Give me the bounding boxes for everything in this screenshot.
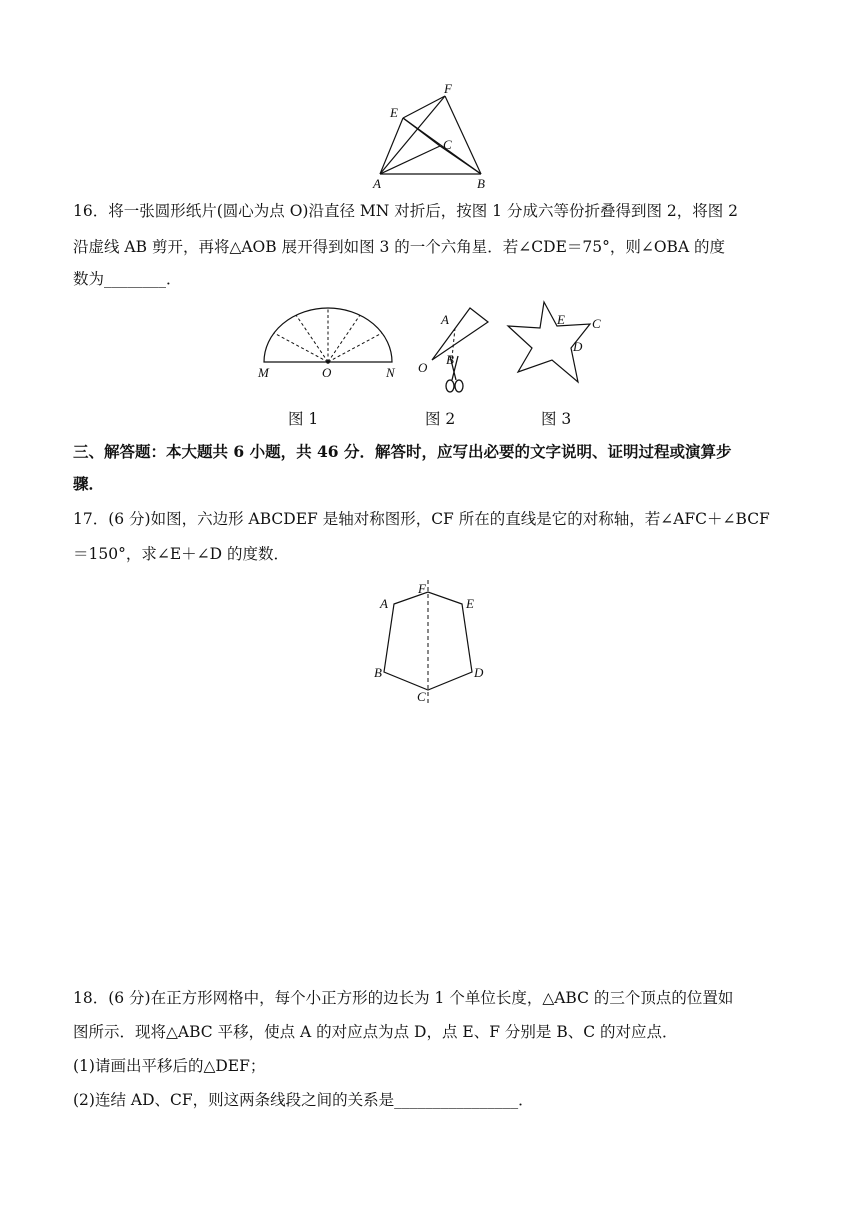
label-e: E — [390, 105, 398, 120]
q18-line-2: 图所示．现将△ABC 平移，使点 A 的对应点为点 D，点 E、F 分别是 B、C 的对应点． — [73, 1023, 678, 1041]
q17-line-2: ＝150°，求∠E＋∠D 的度数． — [73, 545, 289, 563]
figure-2-wedge — [414, 300, 494, 404]
caption-figure-1: 图 1 — [288, 410, 319, 428]
section-3-heading-line-2: 骤． — [73, 474, 105, 493]
figure-3-svg — [500, 296, 620, 400]
label-a: A — [441, 312, 449, 327]
label-a: A — [380, 596, 388, 611]
q18-line-3: (1)请画出平移后的△DEF； — [73, 1057, 266, 1075]
label-f: F — [418, 581, 426, 596]
label-b: B — [446, 352, 454, 367]
figure-hexagon — [366, 576, 496, 706]
q16-line-1: 16．将一张圆形纸片(圆心为点 O)沿直径 MN 对折后，按图 1 分成六等份折叠得到图 2，将图 2 — [73, 202, 739, 220]
label-c: C — [443, 137, 452, 152]
figure-hexagon-svg — [366, 576, 496, 706]
label-f: F — [444, 81, 452, 96]
label-m: M — [258, 365, 269, 380]
figure-quadrilateral-abfe — [365, 80, 495, 192]
label-o: O — [322, 365, 332, 380]
label-a: A — [373, 176, 381, 191]
label-d: D — [573, 339, 583, 354]
q18-line-1: 18．(6 分)在正方形网格中，每个小正方形的边长为 1 个单位长度，△ABC 的三个顶点的位置如 — [73, 989, 734, 1007]
q16-line-3: 数为________． — [73, 270, 182, 288]
figure-2-svg — [414, 300, 494, 404]
figure-1-semicircle — [252, 300, 412, 382]
label-e: E — [466, 596, 474, 611]
label-e: E — [557, 312, 565, 327]
label-d: D — [474, 665, 484, 680]
label-o: O — [418, 360, 428, 375]
figure-1-svg — [252, 300, 412, 382]
label-n: N — [386, 365, 395, 380]
section-3-heading-line-1: 三、解答题：本大题共 6 小题，共 46 分．解答时，应写出必要的文字说明、证明过程或演算步 — [73, 442, 732, 461]
label-c: C — [417, 689, 426, 704]
q16-line-2: 沿虚线 AB 剪开，再将△AOB 展开得到如图 3 的一个六角星．若∠CDE＝75°，则∠OBA 的度 — [73, 238, 726, 256]
figure-quadrilateral-svg — [365, 80, 495, 192]
q17-line-1: 17．(6 分)如图，六边形 ABCDEF 是轴对称图形，CF 所在的直线是它的对称轴，若∠AFC＋∠BCF — [73, 510, 770, 528]
caption-figure-2: 图 2 — [425, 410, 456, 428]
caption-figure-3: 图 3 — [541, 410, 572, 428]
figure-3-star — [500, 296, 620, 400]
label-b: B — [477, 176, 485, 191]
label-b: B — [374, 665, 382, 680]
label-c: C — [592, 316, 601, 331]
q18-line-4: (2)连结 AD、CF，则这两条线段之间的关系是________________． — [73, 1091, 534, 1109]
